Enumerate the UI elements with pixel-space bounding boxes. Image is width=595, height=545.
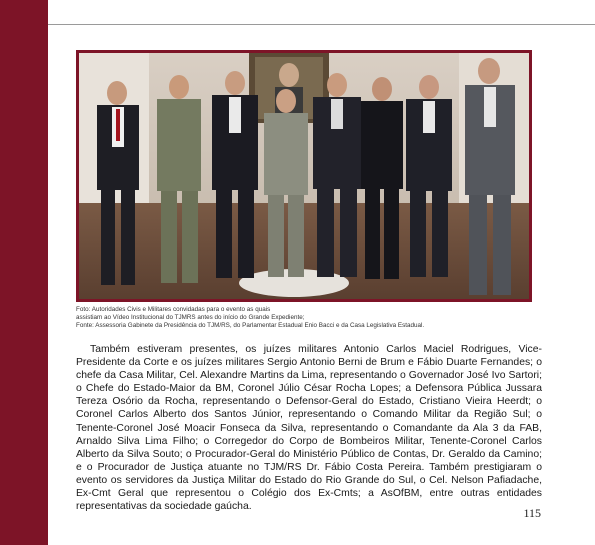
page-number: 115 (523, 506, 541, 520)
group-photo (79, 53, 529, 299)
page-spine-band (0, 0, 48, 545)
photo-caption (76, 306, 546, 331)
caption-line: assistiam ao Vídeo Institucional do TJMRS antes do início do Grande Expediente; (76, 314, 305, 322)
header-rule (48, 24, 595, 25)
group-photo-frame (76, 50, 532, 302)
body-paragraph: Também estiveram presentes, os juízes militares Antonio Carlos Maciel Rodrigues, Vice-Presidente da Corte e os juízes militares Sergio Antonio Berni de Brum e Fábio Duarte Fernandes; o chefe da Casa Militar, Cel. Alexandre Martins da Lima, representando o Governador José Ivo Sartori; o Chefe do Estado-Maior da BM, Coronel Júlio César Rocha Lopes; a Defensora Pública Jussara Tereza Osório da Rocha, representando o Defensor-Geral do Estado, Cristiano Vieira Heerdt; o Coronel Carlos Alberto dos Santos Júnior, representando o Comando Militar da Região Sul; o Tenente-Coronel José Moacir Fonseca da Silva, representando o Comandante da Ala 3 da FAB, Arnaldo Silva Lima Filho; o Corregedor do Corpo de Bombeiros Militar, Tenente-Coronel Carlos Alberto da Silva Souto; o Procurador-Geral do Ministério Público de Contas, Dr. Geraldo da Camino; e o Procurador de Justiça atuante no TJM/RS Dr. Fábio Costa Pereira. Também prestigiaram o evento os servidores da Justiça Militar do Estado do Rio Grande do Sul, o Cel. Nelson Pafiadache, Ex-Cmt Geral que representou o Colégio dos Ex-Cmts; a AsOfBM, entre outras entidades representativas da sociedade gaúcha. (76, 344, 542, 513)
caption-line: Foto: Autoridades Civis e Militares convidadas para o evento as quais (76, 306, 271, 313)
caption-source-line: Fonte: Assessoria Gabinete da Presidência do TJM/RS, do Parlamentar Estadual Enio Bacci e da Casa Legislativa Estadual. (76, 322, 425, 330)
